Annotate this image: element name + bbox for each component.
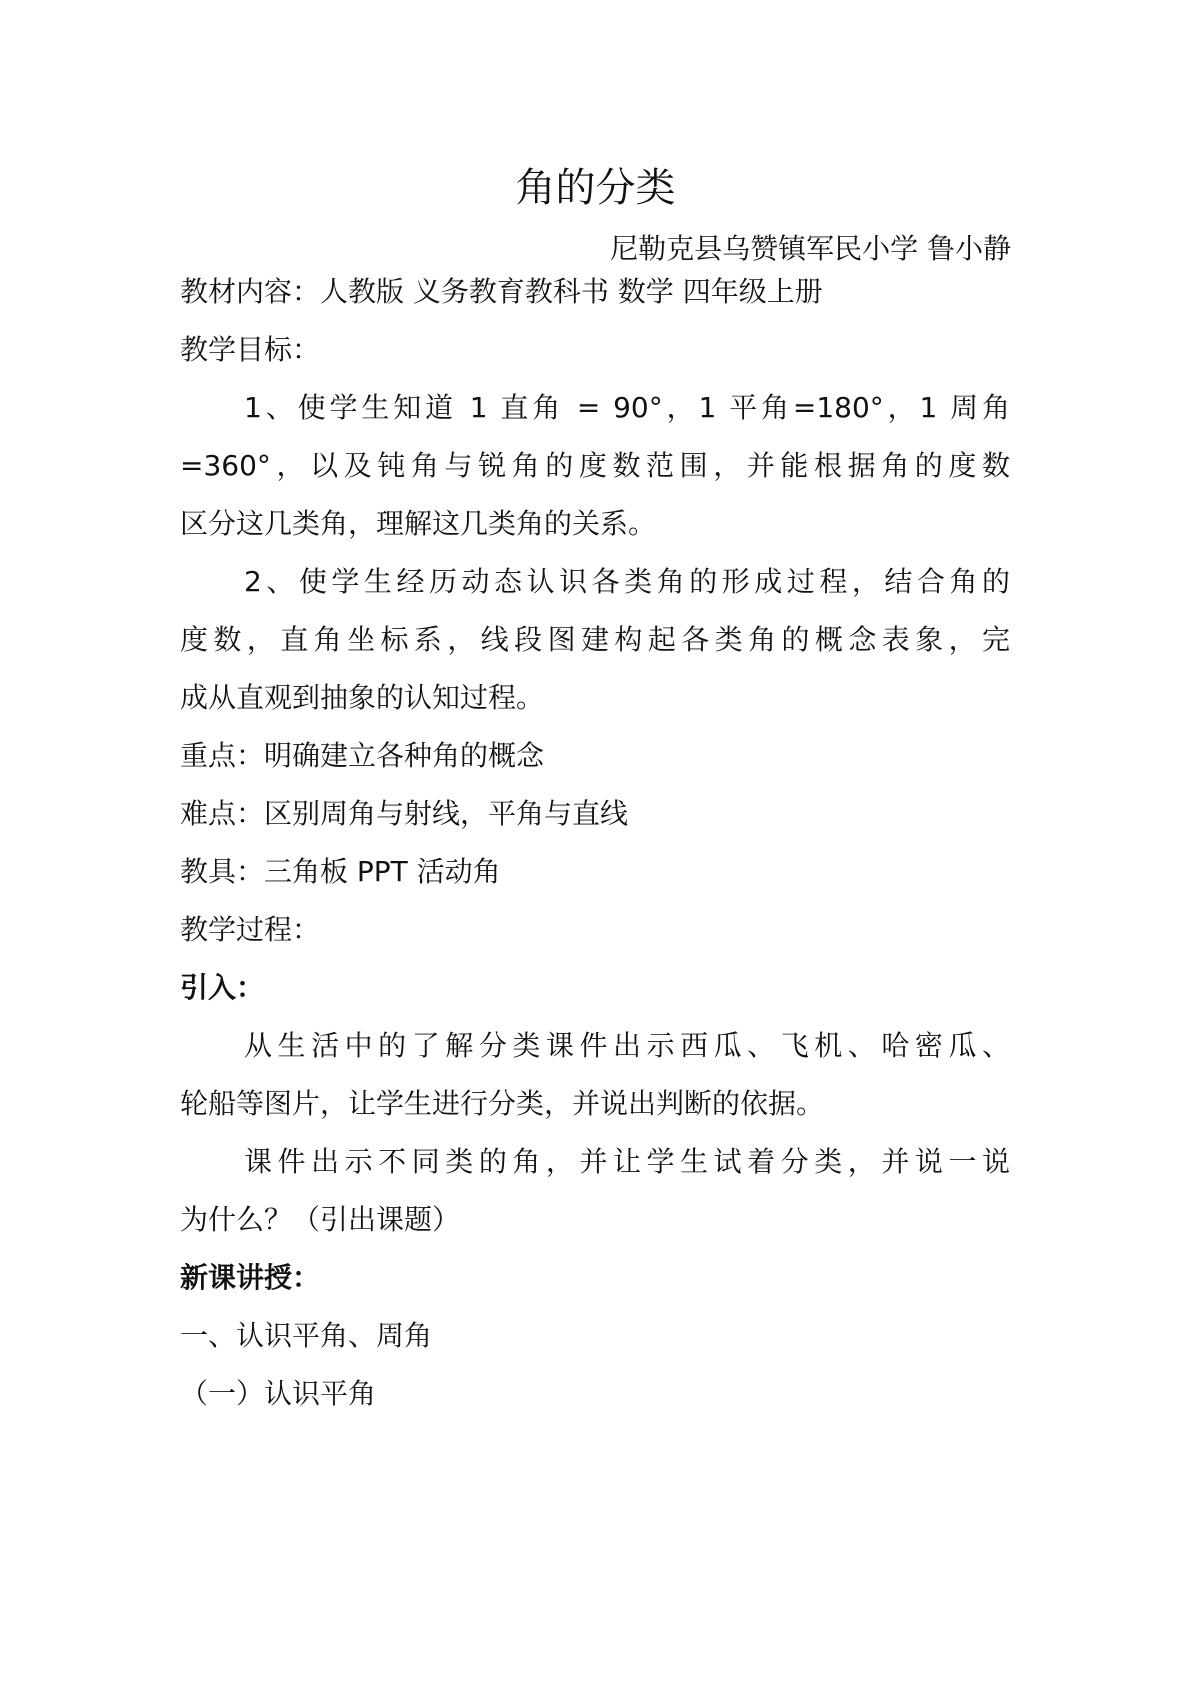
intro-p1-line-2: 轮船等图片，让学生进行分类，并说出判断的依据。: [180, 1087, 825, 1120]
author-line: 尼勒克县乌赞镇军民小学 鲁小静: [610, 232, 1011, 265]
difficulty-line: 难点：区别周角与射线，平角与直线: [180, 797, 629, 830]
intro-heading: 引入：: [180, 971, 265, 1004]
key-point-line: 重点：明确建立各种角的概念: [180, 739, 545, 772]
intro-p2-line-1: 课件出示不同类的角，并让学生试着分类，并说一说: [244, 1145, 1010, 1178]
section1-heading: 一、认识平角、周角: [180, 1319, 433, 1352]
tools-line: 教具：三角板 PPT 活动角: [180, 855, 501, 888]
new-lesson-heading: 新课讲授：: [180, 1261, 321, 1294]
document-title: 角的分类: [515, 165, 676, 211]
goal2-line-3: 成从直观到抽象的认知过程。: [180, 681, 545, 714]
intro-p2-line-2: 为什么？（引出课题）: [180, 1203, 461, 1236]
process-heading: 教学过程：: [180, 913, 321, 946]
subsection1-heading: （一）认识平角: [180, 1377, 377, 1410]
goal2-line-1: 2、使学生经历动态认识各类角的形成过程，结合角的: [244, 565, 1010, 598]
material-line: 教材内容：人教版 义务教育教科书 数学 四年级上册: [180, 275, 823, 308]
goal2-line-2: 度数，直角坐标系，线段图建构起各类角的概念表象，完: [180, 623, 1010, 656]
goal1-line-1: 1、使学生知道 1 直角 = 90°，1 平角=180°，1 周角: [244, 391, 1010, 424]
goals-heading: 教学目标：: [180, 333, 321, 366]
goal1-line-3: 区分这几类角，理解这几类角的关系。: [180, 507, 657, 540]
goal1-line-2: =360°，以及钝角与锐角的度数范围，并能根据角的度数: [180, 449, 1010, 482]
intro-p1-line-1: 从生活中的了解分类课件出示西瓜、飞机、哈密瓜、: [244, 1029, 1010, 1062]
